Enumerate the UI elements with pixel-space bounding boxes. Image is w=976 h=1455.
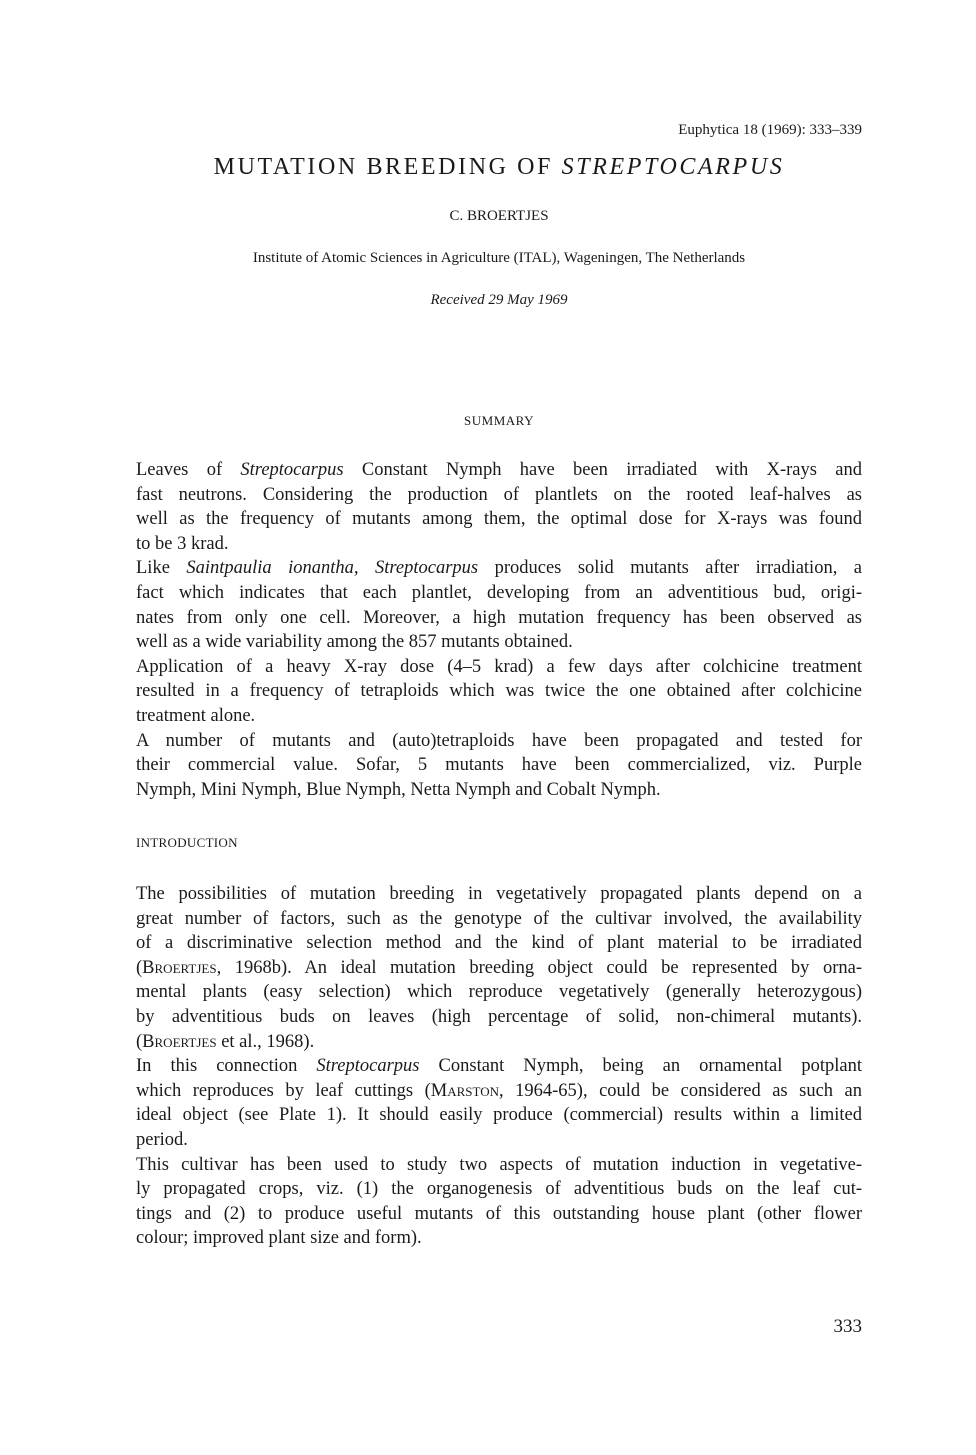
introduction-text-line: by adventitious buds on leaves (high percentage of solid, non-chimeral mutants).	[136, 1006, 862, 1027]
introduction-text-line: ideal object (see Plate 1). It should easily produce (commercial) results within a limited	[136, 1105, 862, 1126]
summary-text-line: fast neutrons. Considering the production of plantlets on the rooted leaf-halves as	[136, 484, 862, 505]
introduction-text-line: of a discriminative selection method and the kind of plant material to be irradiated	[136, 933, 862, 954]
introduction-paragraph	[136, 882, 862, 1054]
summary-heading: SUMMARY	[464, 413, 534, 428]
paper-title	[136, 154, 862, 181]
summary-text-line: A number of mutants and (auto)tetraploids have been propagated and tested for	[136, 730, 862, 751]
summary-text-line: Application of a heavy X-ray dose (4–5 krad) a few days after colchicine treatment	[136, 656, 862, 677]
introduction-text-line: which reproduces by leaf cuttings (Marston, 1964-65), could be considered as such an	[136, 1080, 862, 1101]
italic-term: Saintpaulia ionantha, Streptocarpus	[186, 558, 479, 579]
introduction-text-line: (Broertjes, 1968b). An ideal mutation breeding object could be represented by orna-	[136, 957, 862, 978]
title-italic: STREPTOCARPUS	[561, 154, 785, 180]
introduction-text-line: period.	[136, 1129, 188, 1150]
summary-text-line: Leaves of Streptocarpus Constant Nymph have been irradiated with X-rays and	[136, 460, 862, 480]
introduction-paragraph	[136, 1054, 862, 1152]
introduction-text-line: In this connection Streptocarpus Constant Nymph, being an ornamental potplant	[136, 1056, 862, 1077]
introduction-text-line: ly propagated crops, viz. (1) the organogenesis of adventitious buds on the leaf cut-	[136, 1179, 862, 1200]
cited-author: Broertjes	[142, 957, 217, 978]
italic-term: Streptocarpus	[240, 460, 344, 480]
title-plain: MUTATION BREEDING OF	[213, 154, 562, 180]
introduction-text-line: colour; improved plant size and form).	[136, 1228, 422, 1249]
introduction-text-line: The possibilities of mutation breeding in vegetatively propagated plants depend on a	[136, 884, 862, 904]
summary-text-line: their commercial value. Sofar, 5 mutants have been commercialized, viz. Purple	[136, 755, 862, 776]
author-name: C. BROERTJES	[449, 208, 549, 224]
summary-text-line: to be 3 krad.	[136, 533, 229, 554]
summary-text-line: resulted in a frequency of tetraploids which was twice the one obtained after colchicine	[136, 681, 862, 702]
introduction-text-line: great number of factors, such as the genotype of the cultivar involved, the availability	[136, 908, 862, 929]
cited-author: Marston	[430, 1080, 500, 1101]
summary-body	[136, 458, 862, 802]
summary-paragraph	[136, 556, 862, 654]
journal-reference: Euphytica 18 (1969): 333–339	[678, 122, 862, 138]
italic-term: Streptocarpus	[316, 1056, 420, 1077]
author-affiliation: Institute of Atomic Sciences in Agriculture (ITAL), Wageningen, The Netherlands	[252, 250, 746, 266]
summary-text-line: well as the frequency of mutants among them, the optimal dose for X-rays was found	[136, 509, 862, 530]
page-number: 333	[833, 1316, 862, 1337]
summary-paragraph	[136, 729, 862, 803]
summary-text-line: fact which indicates that each plantlet, developing from an adventitious bud, origi-	[136, 582, 862, 603]
summary-text-line: nates from only one cell. Moreover, a high mutation frequency has been observed as	[136, 607, 862, 628]
introduction-text-line: tings and (2) to produce useful mutants of this outstanding house plant (other flower	[136, 1203, 862, 1224]
introduction-body	[136, 882, 862, 1251]
introduction-paragraph	[136, 1153, 862, 1251]
summary-text-line: well as a wide variability among the 857 mutants obtained.	[136, 632, 573, 653]
introduction-text-line: mental plants (easy selection) which reproduce vegetatively (generally heterozygous)	[136, 982, 862, 1003]
summary-paragraph	[136, 655, 862, 729]
summary-text-line: treatment alone.	[136, 705, 256, 726]
introduction-heading: INTRODUCTION	[136, 835, 238, 850]
summary-paragraph	[136, 458, 862, 556]
cited-author: Broertjes	[142, 1031, 217, 1052]
received-date: Received 29 May 1969	[430, 292, 568, 308]
introduction-text-line: (Broertjes et al., 1968).	[136, 1031, 315, 1052]
introduction-text-line: This cultivar has been used to study two aspects of mutation induction in vegetative-	[136, 1154, 862, 1175]
summary-text-line: Nymph, Mini Nymph, Blue Nymph, Netta Nymph and Cobalt Nymph.	[136, 779, 661, 800]
summary-text-line: Like Saintpaulia ionantha, Streptocarpus produces solid mutants after irradiation, a	[136, 558, 862, 579]
